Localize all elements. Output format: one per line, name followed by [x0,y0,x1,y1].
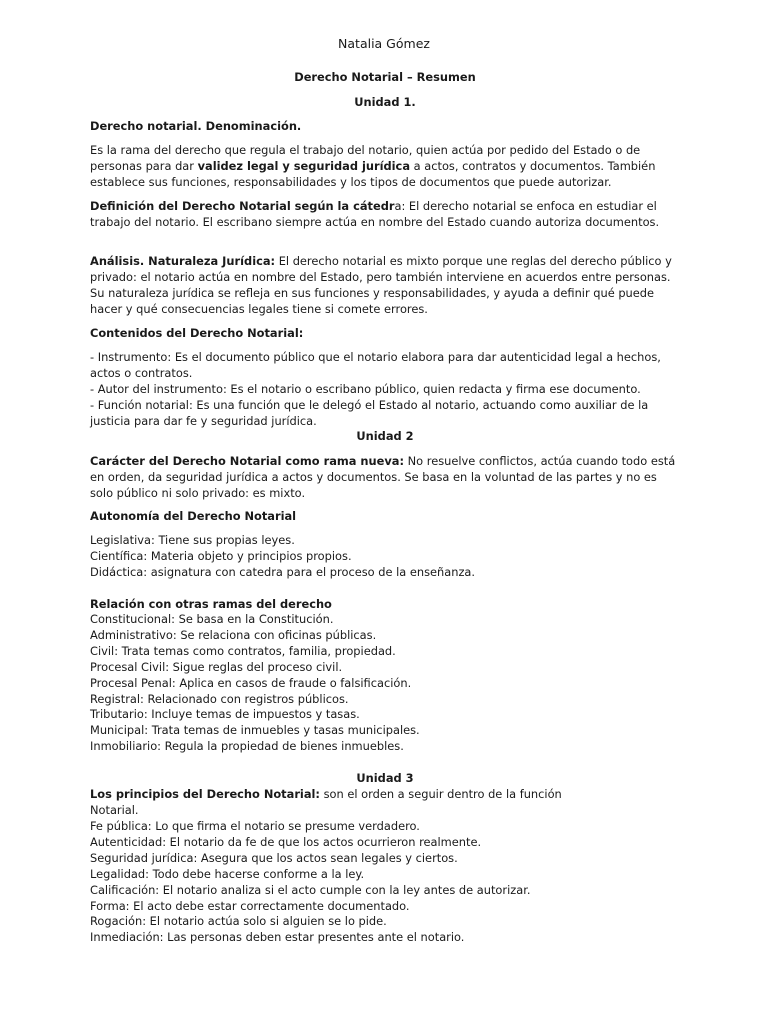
unidad3-heading: Unidad 3 [356,771,414,785]
list-item: - Autor del instrumento: Es el notario o escribano público, quien redacta y firma ese documento. [90,381,641,396]
document-title: Derecho Notarial – Resumen [294,70,476,84]
list-item: Inmediación: Las personas deben estar presentes ante el notario. [90,930,465,945]
list-item: Forma: El acto debe estar correctamente documentado. [90,898,410,913]
relacion-list [90,612,680,755]
list-item: Legalidad: Todo debe hacerse conforme a la ley. [90,866,365,881]
principios-intro: Los principios del Derecho Notarial: son el orden a seguir dentro de la función Notarial. [90,787,562,817]
relacion-heading: Relación con otras ramas del derecho [90,597,332,611]
analisis-paragraph: Análisis. Naturaleza Jurídica: El derecho notarial es mixto porque une reglas del derecho público y privado: el notario actúa en nombre del Estado, pero también interviene en acuerdos entre personas. Su naturaleza jurídica se refleja en sus funciones y responsabilidades, y ayuda a definir qué puede hacer y qué consecuencias legales tiene si comete errores. [90,254,672,316]
list-item: - Instrumento: Es el documento público que el notario elabora para dar autenticidad legal a hechos, actos o contratos. [90,350,661,380]
author-name: Natalia Gómez [338,36,430,51]
list-item: Registral: Relacionado con registros públicos. [90,691,349,706]
list-item: Calificación: El notario analiza si el acto cumple con la ley antes de autorizar. [90,882,531,897]
list-item: Tributario: Incluye temas de impuestos y tasas. [90,707,360,722]
list-item: Autenticidad: El notario da fe de que los actos ocurrieron realmente. [90,834,482,849]
list-item: Constitucional: Se basa en la Constitución. [90,612,334,626]
caracter-paragraph: Carácter del Derecho Notarial como rama nueva: No resuelve conflictos, actúa cuando todo está en orden, da seguridad jurídica a actos y documentos. Se basa en la voluntad de las partes y no es solo público ni solo privado: es mixto. [90,454,676,500]
list-item: Científica: Materia objeto y principios propios. [90,548,352,563]
autonomia-list [90,533,680,581]
list-item: Inmobiliario: Regula la propiedad de bienes inmuebles. [90,739,404,754]
contenidos-list [90,350,680,430]
list-item: Seguridad jurídica: Asegura que los actos sean legales y ciertos. [90,850,458,865]
list-item: Procesal Civil: Sigue reglas del proceso civil. [90,659,343,674]
unidad1-heading: Unidad 1. [354,95,416,109]
principios-list [90,819,680,946]
list-item: Civil: Trata temas como contratos, familia, propiedad. [90,643,396,658]
autonomia-heading: Autonomía del Derecho Notarial [90,509,297,523]
unidad1-subheading: Derecho notarial. Denominación. [90,119,302,133]
definicion-paragraph: Definición del Derecho Notarial según la cátedra: El derecho notarial se enfoca en estudiar el trabajo del notario. El escribano siempre actúa en nombre del Estado cuando autoriza documentos. [90,199,660,229]
list-item: Administrativo: Se relaciona con oficinas públicas. [90,627,377,642]
list-item: Procesal Penal: Aplica en casos de fraude o falsificación. [90,675,412,690]
unidad2-heading: Unidad 2 [356,429,414,443]
list-item: Didáctica: asignatura con catedra para el proceso de la enseñanza. [90,564,476,579]
contenidos-heading: Contenidos del Derecho Notarial: [90,326,304,340]
list-item: - Función notarial: Es una función que le delegó el Estado al notario, actuando como auxiliar de la justicia para dar fe y seguridad jurídica. [90,397,649,428]
unidad1-intro: Es la rama del derecho que regula el trabajo del notario, quien actúa por pedido del Estado o de personas para dar validez legal y seguridad jurídica a actos, contratos y documentos. También establece sus funciones, responsabilidades y los tipos de documentos que puede autorizar. [90,143,656,189]
list-item: Municipal: Trata temas de inmuebles y tasas municipales. [90,723,420,738]
list-item: Rogación: El notario actúa solo si alguien se lo pide. [90,914,387,929]
list-item: Legislativa: Tiene sus propias leyes. [90,533,295,547]
list-item: Fe pública: Lo que firma el notario se presume verdadero. [90,819,420,833]
